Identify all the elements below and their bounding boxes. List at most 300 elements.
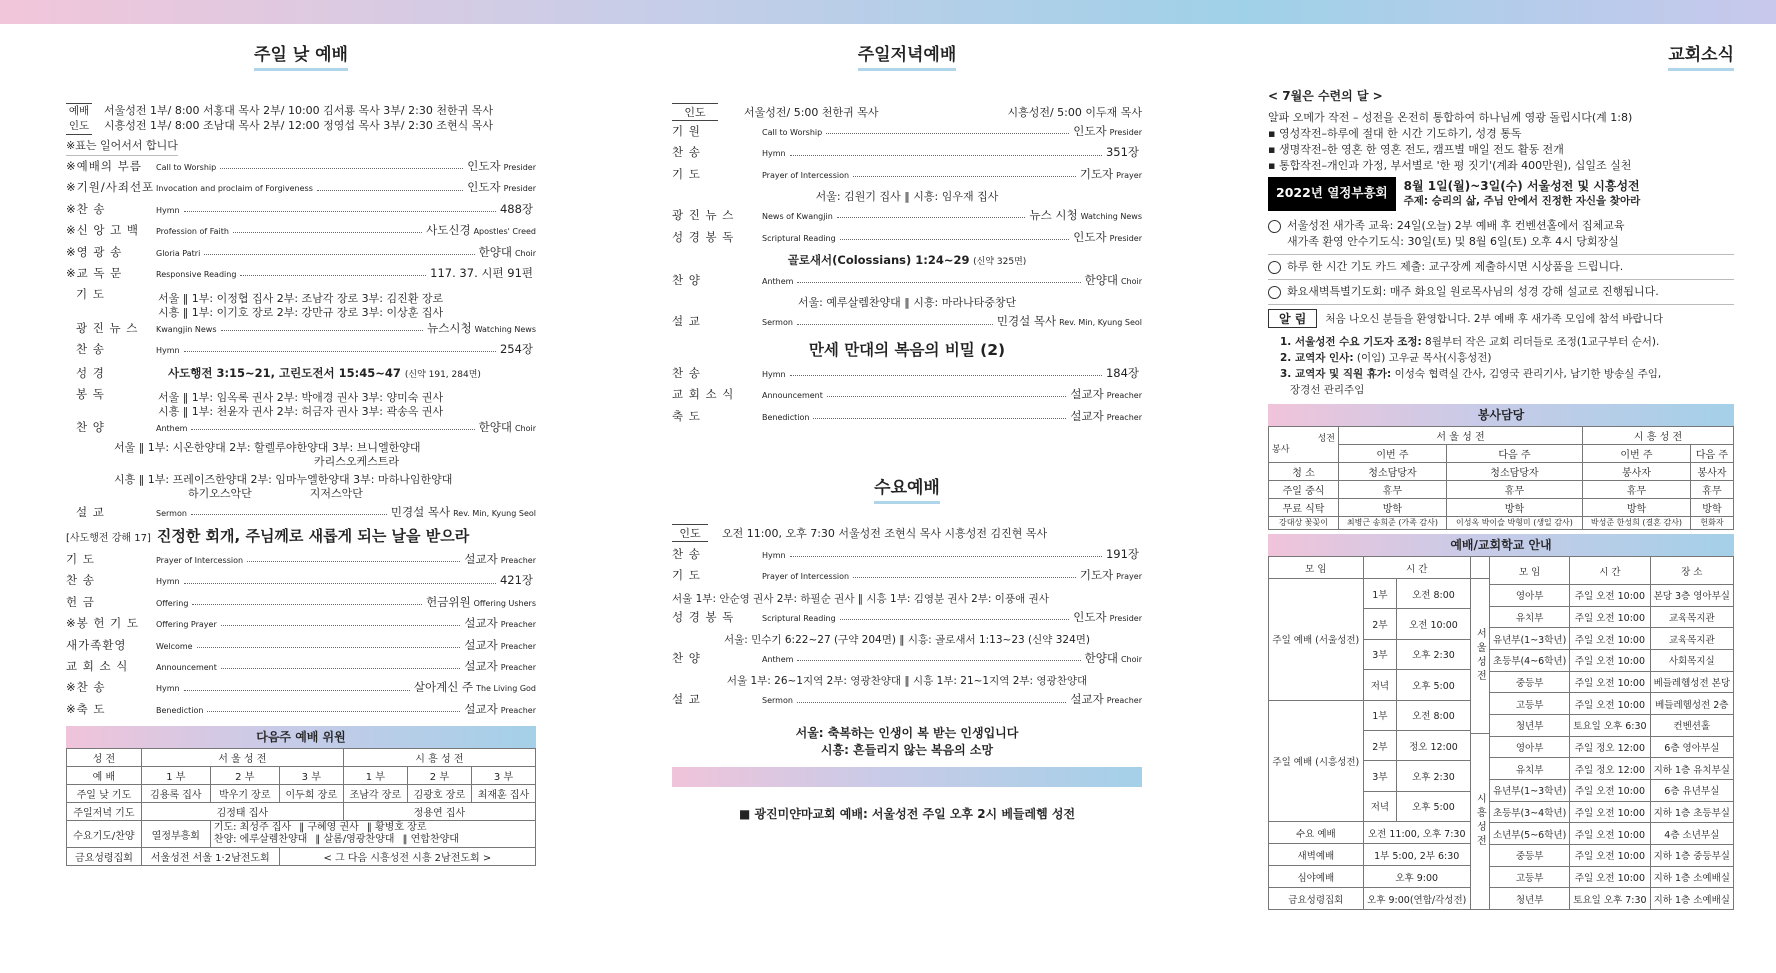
- row-label-en: Call to Worship: [762, 128, 823, 137]
- table-cell: 봉사자: [1690, 463, 1733, 481]
- table-cell: 지하 1층 중등부실: [1650, 844, 1733, 866]
- evening-scripture-row: [672, 250, 1142, 272]
- row-label-en: Profession of Faith: [156, 227, 229, 237]
- reading-siheung: 시흥 ‖ 1부: 천윤자 권사 2부: 허금자 권사 3부: 곽송옥 권사: [158, 405, 444, 419]
- theme-line: ▪ 영성작전–하루에 절대 한 시간 기도하기, 성경 통독: [1268, 127, 1522, 140]
- table-cell: 휴무: [1690, 481, 1733, 499]
- table-cell: 오후 9:00(연합/각성전): [1363, 888, 1470, 910]
- table-row: [1269, 463, 1734, 481]
- seoul-leaders: 서울성전 1부/ 8:00 서홍대 목사 2부/ 10:00 김서룡 목사 3부/ 2:30 천한귀 목사: [104, 104, 493, 117]
- table-cell: 오후 2:30: [1397, 639, 1471, 669]
- row-label-en: Sermon: [762, 318, 793, 328]
- table-cell: 금요성령집회: [1269, 888, 1364, 910]
- table-cell: 시 흥 성 전: [1583, 427, 1734, 445]
- wed-anthem-text: 찬양: 에루살렘찬양대: [213, 834, 308, 846]
- table-cell: 지하 1층 소예배실: [1650, 866, 1733, 888]
- table-cell: 3부: [1363, 761, 1396, 791]
- campus-labels: [1471, 556, 1489, 910]
- table-row: [1269, 579, 1471, 609]
- row-value: 191장: [1105, 546, 1139, 561]
- row-value: 설교자: [464, 659, 498, 674]
- notice-label: 1. 서울성전 수요 기도자 조정:: [1280, 336, 1422, 348]
- hymn-row: [66, 341, 536, 362]
- leader-dots: [184, 211, 496, 212]
- row-value-en: Choir: [514, 248, 536, 258]
- table-cell: 베들레헴성전 본당: [1650, 671, 1733, 693]
- table-cell: 오후 5:00: [1397, 670, 1471, 700]
- table-row: [1269, 844, 1471, 866]
- next-week-table: [66, 748, 536, 866]
- table-cell: 다음 주: [1690, 445, 1733, 463]
- notice-label: 2. 교역자 인사:: [1280, 352, 1354, 364]
- leader-dots: [247, 561, 460, 562]
- order-item: [66, 201, 536, 222]
- wed-gradient-bar: [672, 767, 1142, 787]
- scripture-text: 사도행전 3:15~21, 고린도전서 15:45~47: [168, 365, 401, 380]
- table-cell: 수요 예배: [1269, 822, 1364, 844]
- table-cell: 오전 11:00, 오후 7:30: [1363, 822, 1470, 844]
- table-row: [1269, 557, 1471, 579]
- row-label: ※신 앙 고 백: [66, 223, 140, 238]
- notice-text: 하루 한 시간 기도 카드 제출: 교구장께 제출하시면 시상품을 드립니다.: [1287, 260, 1624, 273]
- siheung-leaders: 시흥성전 1부/ 8:00 조남대 목사 2부/ 12:00 정영섭 목사 3부/ 2:30 조현식 목사: [104, 119, 493, 132]
- wed-order-item: [672, 546, 1142, 567]
- row-value-en: Rev. Min, Kyung Seol: [453, 508, 536, 518]
- row-value-en: The Living God: [476, 684, 536, 694]
- table-cell: 사회목지실: [1650, 650, 1733, 672]
- order-item: [66, 572, 536, 593]
- table-cell: 주일 오전 10:00: [1570, 650, 1650, 672]
- table-row: [1269, 866, 1471, 888]
- table-row: [67, 821, 536, 848]
- row-value: 한양대: [478, 420, 512, 435]
- evening-reading-row: [672, 229, 1142, 250]
- evening-anthem-row: [672, 272, 1142, 293]
- table-row: [1489, 671, 1733, 693]
- row-value: 인도자: [1073, 609, 1107, 624]
- table-cell: 휴무: [1339, 481, 1447, 499]
- table-cell: 초등부(3~4학년): [1489, 801, 1569, 823]
- row-value-en: Prayer: [1116, 170, 1142, 180]
- row-value: 민경설 목사: [390, 504, 451, 519]
- row-label: ※예배의 부름: [66, 159, 142, 173]
- order-item: [66, 551, 536, 572]
- table-row: [67, 785, 536, 803]
- table-cell: 김용록 집사: [141, 785, 210, 803]
- row-value: 인도자: [1073, 229, 1107, 244]
- order-item: [66, 658, 536, 679]
- leader-dots: [233, 232, 422, 233]
- table-cell: 모 임: [1489, 557, 1569, 585]
- evening-leaders: [672, 103, 1142, 121]
- row-value: 기도자: [1079, 166, 1114, 181]
- table-row: [1269, 481, 1734, 499]
- revival-tag: 2022년 열정부흥회: [1268, 177, 1396, 211]
- row-label-en: Sermon: [156, 508, 187, 518]
- row-value-en: Presider: [1109, 613, 1142, 623]
- table-row: [1489, 844, 1733, 866]
- leader-dots: [813, 418, 1066, 419]
- order-item: [66, 244, 536, 265]
- order-item: [66, 637, 536, 658]
- row-value: 살아계신 주: [413, 680, 474, 695]
- alim-text: 처음 나오신 분들을 환영합니다. 2부 예배 후 새가족 모임에 참석 바랍니다: [1325, 313, 1663, 325]
- notice-text: (이임) 고우균 목사(시흥성전): [1356, 352, 1492, 364]
- row-value-en: Prayer: [1116, 572, 1142, 582]
- table-row: [1269, 700, 1471, 730]
- row-label: 찬 송: [66, 573, 95, 588]
- reading-seoul: 서울 ‖ 1부: 임옥록 권사 2부: 박애경 권사 3부: 양미숙 권사: [158, 391, 444, 405]
- row-label: 찬 송: [76, 342, 105, 357]
- row-label: ※찬 송: [66, 201, 106, 216]
- row-value-en: Presider: [1109, 128, 1142, 137]
- row-label: 축 도: [672, 408, 701, 423]
- table-cell: 3 부: [279, 767, 343, 785]
- leader-dots: [790, 375, 1102, 376]
- table-cell: 컨벤션홀: [1650, 714, 1733, 736]
- leader-dots: [790, 556, 1102, 557]
- school-right-table: [1489, 556, 1734, 910]
- table-row: [67, 848, 536, 866]
- row-value: 기도자: [1079, 568, 1114, 583]
- table-cell: 모 임: [1269, 557, 1364, 579]
- table-cell: 청소담당자: [1446, 463, 1582, 481]
- table-cell: 영아부: [1489, 736, 1569, 758]
- row-value: 설교자: [1070, 408, 1104, 423]
- order-item: [66, 594, 536, 615]
- table-cell: 이번 주: [1583, 445, 1691, 463]
- leader-dots: [826, 133, 1069, 134]
- row-value: 설교자: [1070, 387, 1104, 402]
- row-value-en: Offering Ushers: [473, 598, 536, 608]
- table-row: [1489, 650, 1733, 672]
- row-label-en: Hymn: [762, 369, 786, 379]
- table-cell: 성 전: [67, 749, 142, 767]
- wed-scripture-line: 서울: 민수기 6:22~27 (구약 204면) ‖ 시흥: 골로새서 1:13~23 (신약 324면): [723, 634, 1091, 647]
- row-value-en: Choir: [1120, 276, 1142, 286]
- table-cell: 2 부: [407, 767, 471, 785]
- table-cell: 방학: [1339, 499, 1447, 517]
- wed-anthem-row: [672, 650, 1142, 671]
- evening-order-item: [672, 365, 1142, 386]
- leader-dots: [221, 330, 424, 331]
- table-cell: 2부: [1363, 609, 1396, 639]
- leader-dots: [853, 577, 1076, 578]
- table-cell: 이성옥 박이슬 박형미 (생일 감사): [1446, 517, 1582, 530]
- row-value: 헌금위원: [426, 594, 471, 609]
- row-value-en: Choir: [1120, 655, 1142, 665]
- row-value: 설교자: [464, 616, 498, 631]
- sunday-day-worship-column: [66, 40, 536, 866]
- table-cell: 수요기도/찬양: [67, 821, 142, 848]
- table-cell: 주일 오전 10:00: [1570, 779, 1650, 801]
- theme-line: ▪ 통합작전–개인과 가정, 부서별로 '한 평 짓기'(계좌 400만원), 십일조 실천: [1268, 159, 1632, 172]
- prayer-seoul: 서울 ‖ 1부: 이정협 집사 2부: 조남각 장로 3부: 김진환 장로: [158, 291, 444, 305]
- table-cell: 박성준 한성희 (결혼 감사): [1583, 517, 1691, 530]
- row-value: 인도자: [467, 159, 501, 173]
- leader-dots: [184, 583, 496, 584]
- anthem-seoul-2: 카리스오케스트라: [314, 454, 400, 468]
- leader-dots: [797, 702, 1066, 703]
- anthem-seoul-1: 서울 ‖ 1부: 시온한양대 2부: 할렐루야한양대 3부: 브니엘한양대: [114, 440, 421, 454]
- row-value: 한양대: [1084, 651, 1118, 666]
- table-cell: 청소담당자: [1339, 463, 1447, 481]
- col3-heading: 교회소식: [1268, 40, 1734, 71]
- table-cell: 김광호 장로: [407, 785, 471, 803]
- order-item: [66, 679, 536, 700]
- row-label-en: Announcement: [762, 391, 823, 401]
- row-label: 광 진 뉴 스: [76, 320, 139, 335]
- row-label: ※봉 헌 기 도: [66, 616, 140, 631]
- evening-scripture-page: (신약 325면): [973, 256, 1027, 267]
- table-cell: 3 부: [471, 767, 535, 785]
- row-label-en: Invocation and proclaim of Forgiveness: [156, 184, 313, 194]
- table-cell: 휴무: [1446, 481, 1582, 499]
- row-value: 488장: [499, 201, 533, 216]
- row-label-en: Hymn: [156, 346, 180, 356]
- sermon-row: [66, 504, 536, 525]
- wed-tag: 인도: [672, 524, 708, 542]
- row-label: 설 교: [76, 504, 105, 519]
- row-label: ※영 광 송: [66, 244, 123, 259]
- prayer-label: 기 도: [76, 287, 105, 302]
- siheung-campus-label: 시흥성전: [1471, 733, 1489, 909]
- row-label-en: Kwangjin News: [156, 324, 217, 334]
- table-cell: 방학: [1690, 499, 1733, 517]
- row-label-en: Scriptural Reading: [762, 613, 836, 623]
- order-item: [66, 158, 536, 179]
- row-value: 설교자: [1070, 692, 1104, 707]
- table-cell: 주일 낮 기도: [67, 785, 142, 803]
- row-label-en: News of Kwangjin: [762, 212, 833, 222]
- row-label-en: Hymn: [762, 550, 786, 560]
- row-value: 한양대: [1084, 272, 1118, 287]
- sunday-evening-column: [672, 40, 1142, 822]
- scripture-page: (신약 191, 284면): [404, 369, 481, 380]
- row-value: 인도자: [1073, 124, 1107, 138]
- row-value: 뉴스 시청: [1029, 208, 1078, 223]
- row-label-en: Responsive Reading: [156, 269, 237, 279]
- row-label: 기 원: [672, 124, 701, 138]
- row-label-en: Prayer of Intercession: [762, 572, 850, 582]
- top-gradient-bar: [0, 0, 1776, 24]
- order-item: [66, 179, 536, 200]
- row-value: 사도신경: [426, 223, 471, 238]
- table-cell: 오후 9:00: [1363, 866, 1470, 888]
- row-label-en: Benediction: [156, 705, 204, 715]
- table-row: [1489, 736, 1733, 758]
- notice-item: [1268, 255, 1734, 280]
- row-value: 설교자: [464, 701, 498, 716]
- table-cell: 최병근 송희준 (가족 감사): [1339, 517, 1447, 530]
- col2-heading: 주일저녁예배: [672, 40, 1142, 71]
- service-title: 봉사담당: [1268, 404, 1734, 426]
- leader-dots: [317, 190, 463, 191]
- anthem-row: [66, 419, 536, 440]
- table-cell: 주일 오전 10:00: [1570, 671, 1650, 693]
- wed-heading: 수요예배: [672, 473, 1142, 504]
- church-news-column: [1268, 40, 1734, 910]
- table-cell: 청 소: [1269, 463, 1339, 481]
- revival-theme: 주제: 승리의 삶, 주님 안에서 진정한 자신을 찾아라: [1403, 195, 1641, 207]
- table-row: [1489, 606, 1733, 628]
- table-cell: 다음 주: [1446, 445, 1582, 463]
- evening-order-item: [672, 408, 1142, 429]
- table-cell: 주일 예배 (서울성전): [1269, 579, 1364, 701]
- reading-label: 봉 독: [76, 386, 105, 401]
- table-cell: 1 부: [141, 767, 210, 785]
- notice-item: [1268, 214, 1734, 255]
- row-value-en: Preacher: [1106, 391, 1142, 401]
- evening-prayer-line: 서울: 김원기 집사 ‖ 시흥: 임우재 집사: [815, 190, 999, 204]
- table-row: [1269, 499, 1734, 517]
- table-row: [67, 803, 536, 821]
- table-cell: 주일 오전 10:00: [1570, 801, 1650, 823]
- table-cell: 1부: [1363, 700, 1396, 730]
- table-row: [1269, 822, 1471, 844]
- table-row: [1489, 557, 1733, 585]
- wed-sermon-siheung: 시흥: 흔들리지 않는 복음의 소망: [820, 742, 994, 757]
- wed-anthem-text-2: ‖ 살롬/영광찬양대: [315, 834, 395, 846]
- table-cell: 오전 10:00: [1397, 609, 1471, 639]
- anthem-siheung-1: 시흥 ‖ 1부: 프레이즈한양대 2부: 임마누엘한양대 3부: 마하나임한양대: [114, 472, 453, 486]
- table-cell: 주일 오전 10:00: [1570, 585, 1650, 607]
- school-left-table: [1268, 556, 1471, 910]
- table-cell: 금요성령집회: [67, 848, 142, 866]
- row-value-en: Preacher: [500, 663, 536, 673]
- sermon-title: 진정한 회개, 주님께로 새롭게 되는 날을 받으라: [156, 527, 470, 546]
- row-label: ※기원/사죄선포: [66, 180, 155, 195]
- table-cell: 새벽예배: [1269, 844, 1364, 866]
- table-cell: 지하 1층 유치부실: [1650, 758, 1733, 780]
- table-cell: 유치부: [1489, 758, 1569, 780]
- row-label: 새가족환영: [66, 637, 127, 652]
- table-row: [1489, 801, 1733, 823]
- row-label: 기 도: [672, 568, 701, 583]
- evening-order-item: [672, 123, 1142, 144]
- row-label-en: Hymn: [156, 684, 180, 694]
- table-cell: 오전 8:00: [1397, 700, 1471, 730]
- school-title: 예배/교회학교 안내: [1268, 534, 1734, 556]
- table-row: [67, 767, 536, 785]
- table-cell: 심야예배: [1269, 866, 1364, 888]
- table-cell: 김정태 집사: [141, 803, 343, 821]
- leader-dots: [840, 619, 1070, 620]
- table-row: [1489, 823, 1733, 845]
- leader-dots: [192, 604, 422, 605]
- table-cell: 헌화자: [1690, 517, 1733, 530]
- row-value-en: Preacher: [500, 705, 536, 715]
- evening-siheung: 시흥성전/ 5:00 이두재 목사: [1007, 106, 1142, 119]
- table-cell: 저녁: [1363, 670, 1396, 700]
- notice-text: 서울성전 새가족 교육: 24일(오늘) 2부 예배 후 컨벤션홀에서 집체교육: [1287, 219, 1625, 232]
- table-cell: 장 소: [1650, 557, 1733, 585]
- table-cell: 2 부: [210, 767, 279, 785]
- table-cell: 봉사자: [1583, 463, 1691, 481]
- table-cell: 열정부흥회: [141, 821, 210, 848]
- wed-prayer-text-2: ‖ 구혜영 권사: [299, 822, 359, 834]
- table-cell: 저녁: [1363, 791, 1396, 821]
- leader-dots: [191, 514, 387, 515]
- row-label: 교 회 소 식: [66, 659, 129, 674]
- table-cell: 고등부: [1489, 693, 1569, 715]
- evening-scripture: 골로새서(Colossians) 1:24~29: [787, 252, 970, 267]
- table-cell: 최재훈 집사: [471, 785, 535, 803]
- table-cell: 주일 정오 12:00: [1570, 736, 1650, 758]
- leader-dots: [221, 668, 460, 669]
- table-cell: 지하 1층 초등부실: [1650, 801, 1733, 823]
- row-value-en: Choir: [514, 424, 536, 434]
- row-label: 찬 송: [672, 546, 701, 561]
- row-value: 뉴스시청: [427, 320, 472, 335]
- row-value-en: Watching News: [474, 324, 536, 334]
- leader-dots: [204, 254, 474, 255]
- table-cell: 6층 유년부실: [1650, 779, 1733, 801]
- row-value: 설교자: [464, 637, 498, 652]
- notice-label: 3. 교역자 및 직원 휴가:: [1280, 368, 1392, 380]
- leader-dots: [827, 396, 1066, 397]
- table-cell: 영아부: [1489, 585, 1569, 607]
- table-row: [1489, 714, 1733, 736]
- evening-tag: 인도: [672, 103, 718, 121]
- alim-tag: 알 림: [1268, 309, 1317, 328]
- service-table: [1268, 426, 1734, 530]
- leader-dots: [197, 647, 461, 648]
- table-cell: 고등부: [1489, 866, 1569, 888]
- order-item: [66, 222, 536, 243]
- notice-text: 이성숙 협력실 간사, 김영국 관리기사, 남기한 방송실 주임,: [1394, 368, 1662, 380]
- leader-dots: [837, 217, 1026, 218]
- table-cell: 교육목지관: [1650, 628, 1733, 650]
- circle-bullet-icon: [1268, 261, 1281, 274]
- table-cell: [210, 821, 535, 848]
- row-value-en: Presider: [1109, 233, 1142, 243]
- evening-sermon-row: [672, 313, 1142, 334]
- scripture-label: 성 경: [76, 365, 105, 380]
- row-label-en: Gloria Patri: [156, 248, 201, 258]
- table-cell: 중등부: [1489, 671, 1569, 693]
- revival-date: 8월 1일(월)~3일(수) 서울성전 및 시흥성전: [1403, 179, 1640, 193]
- table-row: [1489, 758, 1733, 780]
- table-cell: 토요일 오후 7:30: [1570, 888, 1650, 910]
- col1-heading: 주일 낮 예배: [66, 40, 536, 71]
- month-theme: < 7월은 수련의 달 >: [1268, 89, 1383, 103]
- row-label-en: Anthem: [762, 655, 794, 665]
- circle-bullet-icon: [1268, 286, 1281, 299]
- notice-item: [1268, 280, 1734, 305]
- row-value: 설교자: [464, 552, 498, 567]
- sermon-series: [사도행전 강해 17]: [66, 533, 151, 545]
- table-cell: 2부: [1363, 730, 1396, 760]
- evening-news-row: [672, 207, 1142, 228]
- row-label-en: Prayer of Intercession: [156, 556, 244, 566]
- row-value-en: Presider: [503, 184, 536, 194]
- table-cell: 유치부: [1489, 606, 1569, 628]
- wed-prayer-line: 서울 1부: 안순영 권사 2부: 하필순 권사 ‖ 시흥 1부: 김영분 권사 2부: 이풍애 권사: [672, 592, 1049, 605]
- myanmar-church-note: ■ 광진미얀마교회 예배: 서울성전 주일 오후 2시 베들레헴 성전: [738, 806, 1076, 821]
- worship-tag: 예배 인도: [66, 103, 92, 135]
- leader-dots: [191, 429, 474, 430]
- row-label-en: Prayer of Intercession: [762, 170, 850, 180]
- table-cell: 시 흥 성 전: [343, 749, 535, 767]
- notice-text: 8월부터 작은 교회 리더들로 조정(1교구부터 순서).: [1425, 336, 1660, 348]
- row-label: 설 교: [672, 692, 701, 707]
- row-value-en: Preacher: [1106, 696, 1142, 706]
- leader-dots: [853, 176, 1076, 177]
- row-label: 성 경 봉 독: [672, 609, 735, 624]
- row-value-en: Preacher: [1106, 412, 1142, 422]
- stand-note: ※표는 일어서서 합니다: [66, 137, 178, 156]
